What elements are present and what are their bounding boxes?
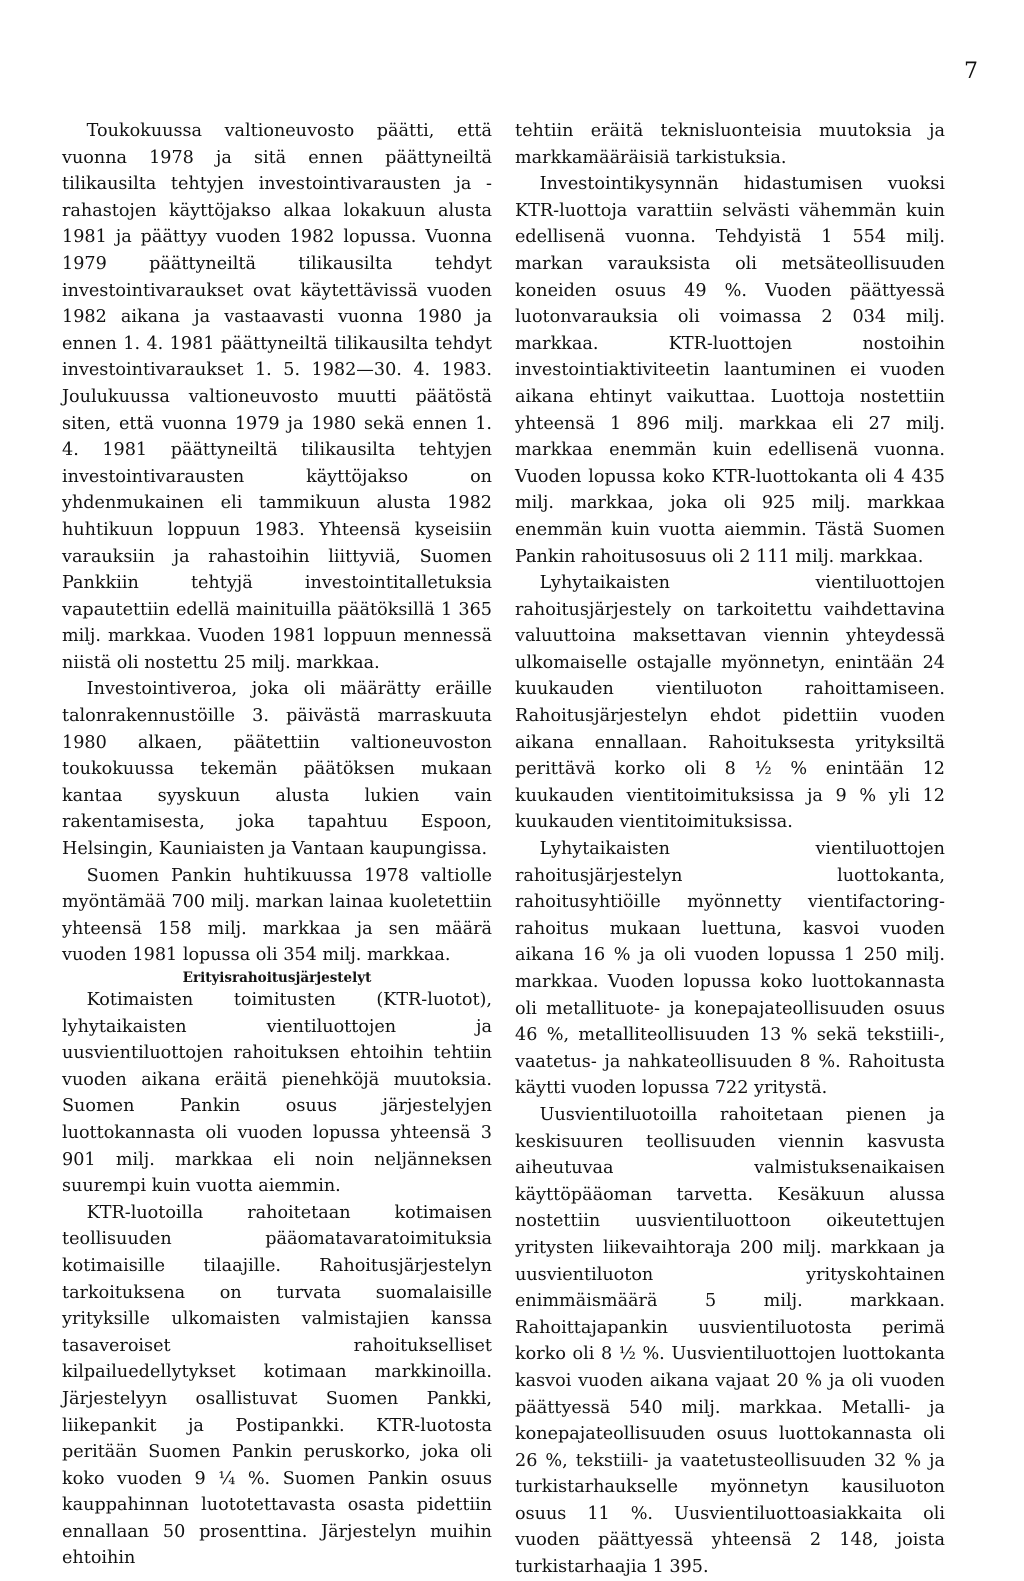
paragraph-continuation: tehtiin eräitä teknisluonteisia muutoksia ja markkamääräisiä tarkistuksia.: [515, 121, 945, 168]
paragraph-ktr-demand: Investointikysynnän hidastumisen vuoksi KTR-luottoja varattiin selvästi vähemmän kuin edellisenä vuonna. Tehdyistä 1 554 milj. markan varauksista oli metsäteollisuuden koneiden osuus 49 %. Vuoden päättyessä luotonvarauksia oli voimassa 2 034 milj. markkaa. KTR-luottojen nostoihin investointiaktiviteetin laantuminen ei vuoden aikana ehtinyt vaikuttaa. Luottoja nostettiin yhteensä 1 896 milj. markkaa eli 27 milj. markkaa enemmän kuin edellisenä vuonna. Vuoden lopussa koko KTR-luottokanta oli 4 435 milj. markkaa, joka oli 925 milj. markkaa enemmän kuin vuotta aiemmin. Tästä Suomen Pankin rahoitusosuus oli 2 111 milj. markkaa.: [515, 174, 945, 567]
paragraph-export-credit-stock: Lyhytaikaisten vientiluottojen rahoitusjärjestelyn luottokanta, rahoitusyhtiöille myönnetty vientifactoring-rahoitus mukaan luettuna, kasvoi vuoden aikana 16 % ja oli vuoden lopussa 1 250 milj. markkaa. Vuoden lopussa koko luottokannasta oli metallituote- ja konepajateollisuuden osuus 46 %, metalliteollisuuden 13 % sekä tekstiili-, vaatetus- ja nahkateollisuuden 8 %. Rahoitusta käytti vuoden lopussa 722 yritystä.: [515, 839, 945, 1099]
paragraph-investment-tax: Investointiveroa, joka oli määrätty eräille talonrakennustöille 3. päivästä marraskuuta 1980 alkaen, päätettiin valtioneuvoston toukokuussa tekemän päätöksen mukaan kantaa syyskuun alusta lukien vain rakentamisesta, joka tapahtuu Espoon, Helsingin, Kauniaisten ja Vantaan kaupungissa.: [62, 679, 492, 860]
paragraph-short-term-export-credits: Lyhytaikaisten vientiluottojen rahoitusjärjestely on tarkoitettu vaihdettavina valuuttoina maksettavan viennin yhteydessä ulkomaiselle ostajalle myönnetyn, enintään 24 kuukauden vientiluoton rahoittamiseen. Rahoitusjärjestelyn ehdot pidettiin vuoden aikana ennallaan. Rahoituksesta yrityksiltä perittävä korko oli 8 ½ % enintään 12 kuukauden vientitoimituksissa ja 9 % yli 12 kuukauden vientitoimituksissa.: [515, 573, 945, 833]
paragraph-special-financing-intro: Kotimaisten toimitusten (KTR-luotot), lyhytaikaisten vientiluottojen ja uusvientiluottojen rahoituksen ehtoihin tehtiin vuoden aikana eräitä pienehköjä muutoksia. Suomen Pankin osuus järjestelyjen luottokannasta oli vuoden lopussa yhteensä 3 901 milj. markkaa eli noin neljänneksen suurempi kuin vuotta aiemmin.: [62, 990, 492, 1197]
right-column: [515, 118, 945, 1581]
section-heading: Erityisrahoitusjärjestelyt: [182, 970, 372, 986]
left-column: [62, 118, 492, 1572]
paragraph-new-export-credits: Uusvientiluotoilla rahoitetaan pienen ja keskisuuren teollisuuden viennin kasvusta aiheutuvaa valmistuksenaikaisen käyttöpääoman tarvetta. Kesäkuun alussa nostettiin uusvientiluottoon oikeutettujen yritysten liikevaihtoraja 200 milj. markkaan ja uusvientiluoton yrityskohtainen enimmäismäärä 5 milj. markkaan. Rahoittajapankin uusvientiluotosta perimä korko oli 8 ½ %. Uusvientiluottojen luottokanta kasvoi vuoden aikana vajaat 20 % ja oli vuoden päättyessä 540 milj. markkaa. Metalli- ja konepajateollisuuden osuus luottokannasta oli 26 %, tekstiili- ja vaatetusteollisuuden 32 % ja turkistarhaukselle myönnetyn kausiluoton osuus 11 %. Uusvientiluottoasiakkaita oli vuoden päättyessä yhteensä 2 148, joista turkistarhaajia 1 395.: [515, 1104, 945, 1578]
paragraph-ktr-credits: KTR-luotoilla rahoitetaan kotimaisen teollisuuden pääomatavaratoimituksia kotimaisille tilaajille. Rahoitusjärjestelyn tarkoituksena on turvata suomalaisille yrityksille ulkomaisten valmistajien kanssa tasaveroiset rahoitukselliset kilpailuedellytykset kotimaan markkinoilla. Järjestelyyn osallistuvat Suomen Pankki, liikepankit ja Postipankki. KTR-luotosta peritään Suomen Pankin peruskorko, joka oli koko vuoden 9 ¼ %. Suomen Pankin osuus kauppahinnan luototettavasta osasta pidettiin ennallaan 50 prosenttina. Järjestelyn muihin ehtoihin: [62, 1202, 492, 1569]
paragraph-investment-reserves: Toukokuussa valtioneuvosto päätti, että vuonna 1978 ja sitä ennen päättyneiltä tilikausilta tehtyjen investointivarausten ja -rahastojen käyttöjakso alkaa lokakuun alusta 1981 ja päättyy vuoden 1982 lopussa. Vuonna 1979 päättyneiltä tilikausilta tehdyt investointivaraukset ovat käytettävissä vuoden 1982 aikana ja vastaavasti vuonna 1980 ja ennen 1. 4. 1981 päättyneiltä tilikausilta tehdyt investointivaraukset 1. 5. 1982—30. 4. 1983. Joulukuussa valtioneuvosto muutti päätöstä siten, että vuonna 1979 ja 1980 sekä ennen 1. 4. 1981 päättyneiltä tilikausilta tehtyjen investointivarausten käyttöjakso on yhdenmukainen eli tammikuun alusta 1982 huhtikuun loppuun 1983. Yhteensä kyseisiin varauksiin ja rahastoihin liittyviä, Suomen Pankkiin tehtyjä investointitalletuksia vapautettiin edellä mainituilla päätöksillä 1 365 milj. markkaa. Vuoden 1981 loppuun mennessä niistä oli nostettu 25 milj. markkaa.: [62, 121, 492, 673]
page-number: 7: [964, 59, 978, 84]
paragraph-state-loan: Suomen Pankin huhtikuussa 1978 valtiolle myöntämää 700 milj. markan lainaa kuoletettiin yhteensä 158 milj. markkaa ja sen määrä vuoden 1981 lopussa oli 354 milj. markkaa.: [62, 865, 492, 966]
